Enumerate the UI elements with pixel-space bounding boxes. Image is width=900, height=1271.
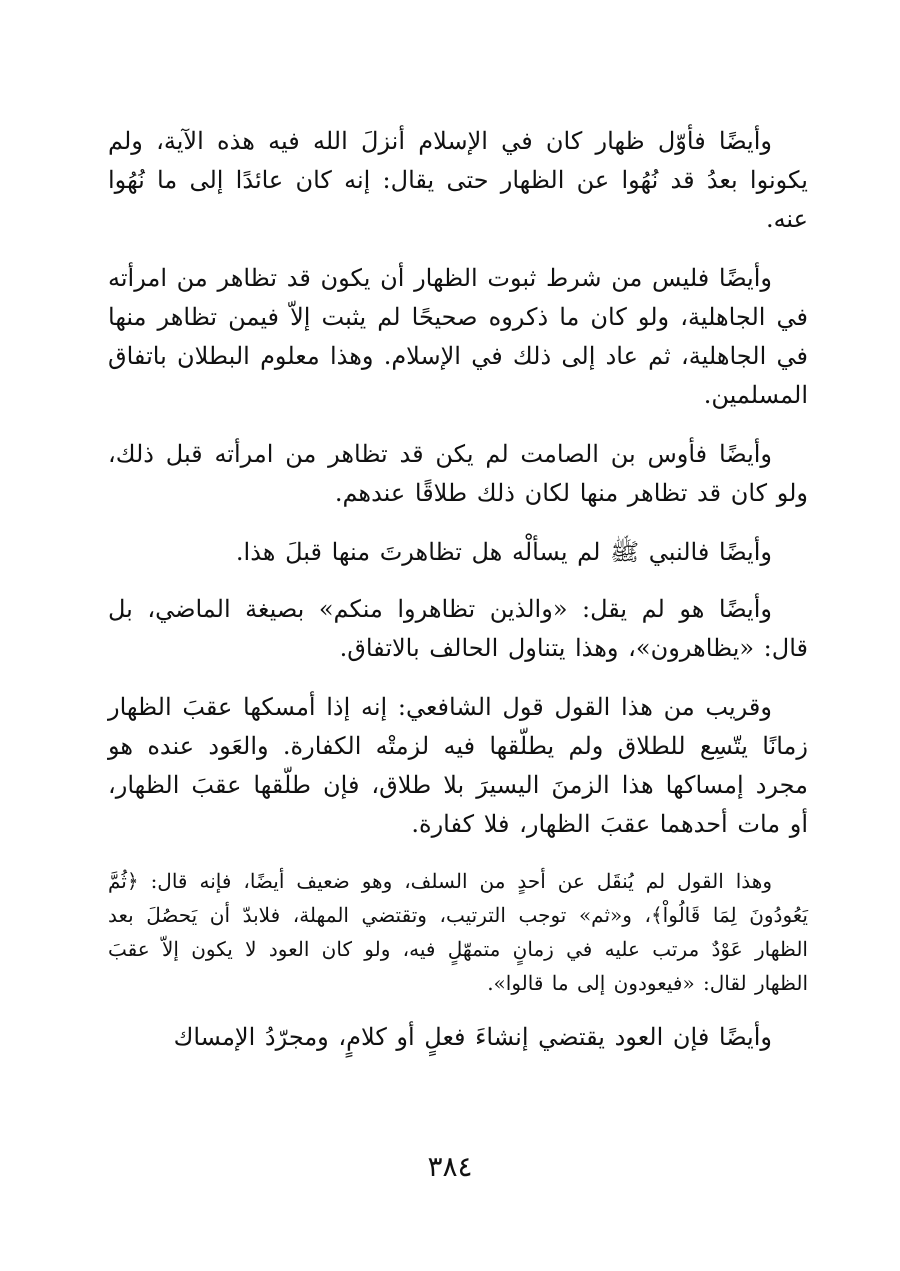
paragraph-5: وأيضًا هو لم يقل: «والذين تظاهروا منكم» بصيغة الماضي، بل قال: «يظاهرون»، وهذا يتناول الحالف بالاتفاق. <box>108 595 808 662</box>
paragraph-4: وأيضًا فالنبي ﷺ لم يسألْه هل تظاهرتَ منها قبلَ هذا. <box>235 538 772 566</box>
paragraph-8: وأيضًا فإن العود يقتضي إنشاءَ فعلٍ أو كلامٍ، ومجرّدُ الإمساك <box>173 1023 772 1051</box>
paragraph-7-quote: وهذا القول لم يُنقَل عن أحدٍ من السلف، وهو ضعيف أيضًا، فإنه قال: ﴿ثُمَّ يَعُودُونَ لِمَا قَالُواْ﴾، و«ثم» توجب الترتيب، وتقتضي المهلة، فلابدّ أن يَحصُلَ بعد الظهار عَوْدٌ مرتب عليه في زمانٍ متمهّلٍ فيه، ولو كان العود لا يكون إلاّ عقبَ الظهار لقال: «فيعودون إلى ما قالوا». <box>108 869 809 995</box>
page-number: ٣٨٤ <box>427 1150 473 1183</box>
paragraph-6: وقريب من هذا القول قول الشافعي: إنه إذا أمسكها عقبَ الظهار زمانًا يتّسِع للطلاق ولم يطلّقها فيه لزمتْه الكفارة. والعَود عنده هو مجرد إمساكها هذا الزمنَ اليسيرَ بلا طلاق، فإن طلّقها عقبَ الظهار، أو مات أحدهما عقبَ الظهار، فلا كفارة. <box>108 693 808 838</box>
paragraph-3: وأيضًا فأوس بن الصامت لم يكن قد تظاهر من امرأته قبل ذلك، ولو كان قد تظاهر منها لكان ذلك طلاقًا عندهم. <box>108 440 808 507</box>
body-text <box>108 122 808 1077</box>
paragraph-1: وأيضًا فأوّل ظهار كان في الإسلام أنزلَ الله فيه هذه الآية، ولم يكونوا بعدُ قد نُهُوا عن الظهار حتى يقال: إنه كان عائدًا إلى ما نُهُوا عنه. <box>108 127 808 233</box>
paragraph-2: وأيضًا فليس من شرط ثبوت الظهار أن يكون قد تظاهر من امرأته في الجاهلية، ولو كان ما ذكروه صحيحًا لم يثبت إلاّ فيمن تظاهر منها في الجاهلية، ثم عاد إلى ذلك في الإسلام. وهذا معلوم البطلان باتفاق المسلمين. <box>108 264 808 409</box>
